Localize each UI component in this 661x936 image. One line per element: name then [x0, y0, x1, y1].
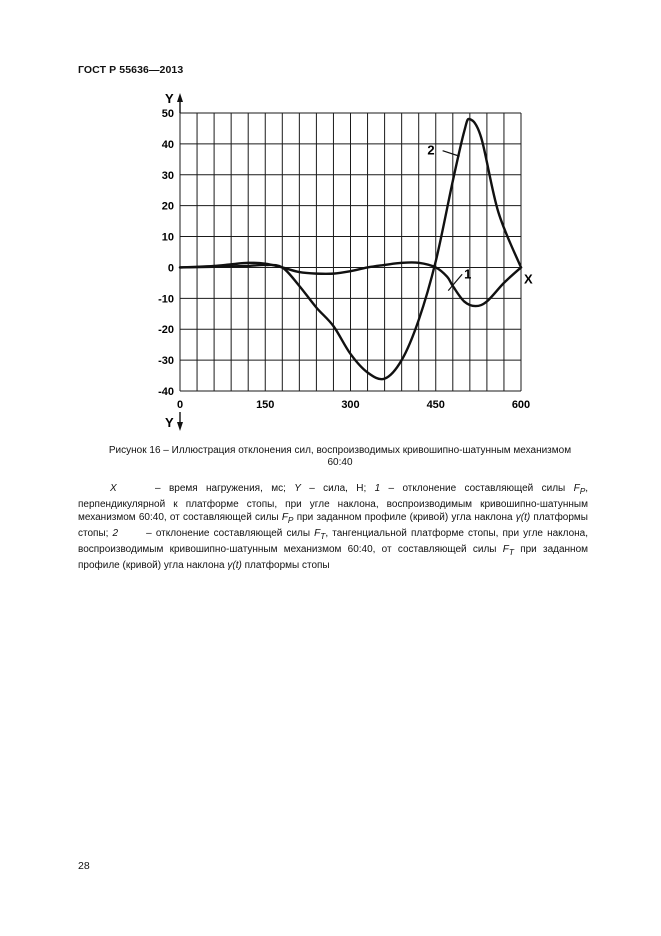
legend-2-text-a: – отклонение составляющей силы [146, 528, 311, 539]
annotation-label-1: 1 [464, 266, 472, 282]
y-tick-label: -30 [158, 355, 174, 368]
x-tick-label: 450 [426, 399, 445, 411]
document-header: ГОСТ Р 55636—2013 [78, 64, 184, 76]
x-tick-label: 0 [176, 399, 184, 411]
caption-line-2: 60:40 [327, 457, 353, 468]
legend-ft-sub: T [320, 531, 326, 541]
force-deviation-chart [0, 0, 661, 440]
x-tick-label: 300 [341, 399, 360, 411]
legend-2-symbol: 2 [112, 528, 119, 539]
x-axis-letter: X [524, 271, 533, 287]
legend-fp-symbol: F [573, 483, 580, 494]
legend-fp-sub-2: P [287, 515, 294, 525]
figure-caption [60, 445, 620, 469]
y-axis-letter-top: Y [165, 91, 174, 106]
legend-2-text-d: платформы стопы [244, 560, 330, 571]
legend-ft-symbol: F [314, 528, 321, 539]
legend-gamma-2: γ(t) [227, 560, 242, 571]
y-tick-label: 0 [167, 262, 174, 275]
legend-fp-symbol-2: F [281, 512, 288, 523]
legend-y-text: – сила, Н; [309, 483, 367, 494]
legend-1-text-a: – отклонение составляющей силы [388, 483, 566, 494]
legend-1-text-d: платформы стопы; [78, 512, 588, 539]
legend-ft-sub-2: T [508, 547, 514, 557]
annotation-label-2: 2 [427, 142, 435, 158]
legend-x-text: – время нагружения, мс; [155, 483, 286, 494]
y-axis-up-arrow [177, 93, 183, 102]
caption-line-1: Рисунок 16 – Иллюстрация отклонения сил, воспроизводимых кривошипно-шатунным механизмом [108, 445, 572, 456]
legend-ft-symbol-2: F [502, 544, 509, 555]
annotation-leader-2 [443, 151, 460, 157]
y-tick-label: 30 [161, 169, 174, 182]
y-tick-label: 40 [161, 138, 174, 151]
x-tick-label: 150 [256, 399, 275, 411]
page-number: 28 [78, 860, 90, 872]
y-tick-label: 20 [161, 200, 174, 213]
legend-2-text-c: при заданном профиле (кривой) угла наклона [78, 544, 589, 571]
y-axis-down-arrow [177, 422, 183, 431]
y-tick-label: 10 [161, 231, 174, 244]
y-tick-label: 50 [161, 108, 174, 120]
chart-grid [180, 113, 521, 391]
legend-1-text-c: при заданном профиле (кривой) угла наклона [296, 512, 513, 523]
figure-legend [78, 482, 588, 572]
y-tick-label: -20 [158, 324, 174, 337]
y-axis-letter-bottom: Y [165, 415, 174, 430]
x-tick-label: 600 [511, 399, 531, 411]
y-tick-label: -10 [158, 293, 174, 306]
legend-2-text-b: , тангенциальной платформе стопы, при угле наклона, воспроизводимым кривошипно-шатунным механизмом 60:40, от составляющей силы [78, 528, 589, 555]
legend-1-symbol: 1 [374, 483, 381, 494]
y-tick-label: -40 [158, 386, 174, 398]
legend-y-symbol: Y [294, 483, 301, 494]
legend-fp-sub: P [579, 486, 586, 496]
legend-gamma-1: γ(t) [515, 512, 531, 523]
legend-1-text-b: , перпендикулярной к платформе стопы, при угле наклона, воспроизводимым кривошипно-шатунным механизмом 60:40, от составляющей силы [78, 483, 589, 523]
legend-x-symbol: X [110, 483, 117, 494]
